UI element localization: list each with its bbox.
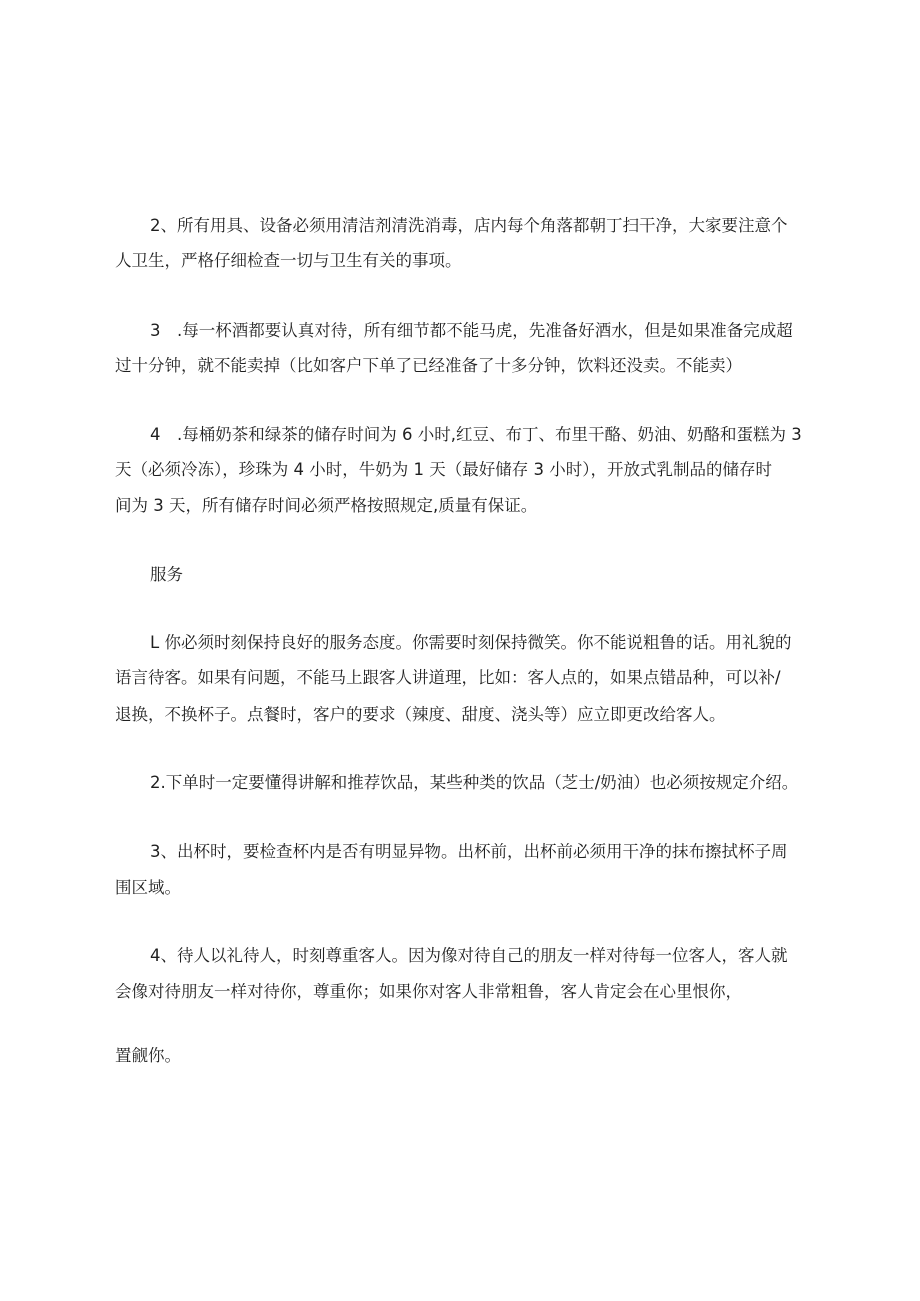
paragraph-line: 4 .每桶奶茶和绿茶的储存时间为 6 小时,红豆、布丁、布里干酪、奶油、奶酪和蛋糕为 3 [150,425,802,444]
paragraph-line: 过十分钟，就不能卖掉（比如客户下单了已经准备了十多分钟，饮料还没卖。不能卖） [115,356,742,375]
section-heading: 服务 [150,565,183,584]
paragraph-line: 会像对待朋友一样对待你，尊重你；如果你对客人非常粗鲁，客人肯定会在心里恨你， [115,982,742,1001]
paragraph-line: 2、所有用具、设备必须用清洁剂清洗消毒，店内每个角落都朝丁扫干净，大家要注意个 [150,216,788,235]
paragraph-line: 2.下单时一定要懂得讲解和推荐饮品，某些种类的饮品（芝士/奶油）也必须按规定介绍。 [150,773,799,792]
paragraph-line: 人卫生，严格仔细检查一切与卫生有关的事项。 [115,251,462,270]
paragraph-line: 语言待客。如果有问题，不能马上跟客人讲道理，比如：客人点的，如果点错品种，可以补/ [115,668,781,687]
paragraph-line: 间为 3 天，所有储存时间必须严格按照规定,质量有保证。 [115,496,538,515]
paragraph-line: 围区域。 [115,878,181,897]
paragraph-line: 4、待人以礼待人，时刻尊重客人。因为像对待自己的朋友一样对待每一位客人，客人就 [150,946,788,965]
paragraph-line: L 你必须时刻保持良好的服务态度。你需要时刻保持微笑。你不能说粗鲁的话。用礼貌的 [150,633,792,652]
paragraph-line: 退换，不换杯子。点餐时，客户的要求（辣度、甜度、浇头等）应立即更改给客人。 [115,705,726,724]
paragraph-line: 3、出杯时，要检查杯内是否有明显异物。出杯前，出杯前必须用干净的抹布擦拭杯子周 [150,842,788,861]
paragraph-line: 置觎你。 [115,1046,181,1065]
paragraph-line: 3 .每一杯酒都要认真对待，所有细节都不能马虎，先准备好酒水，但是如果准备完成超 [150,321,793,340]
paragraph-line: 天（必须冷冻），珍珠为 4 小时，牛奶为 1 天（最好储存 3 小时），开放式乳制品的储存时 [115,460,772,479]
